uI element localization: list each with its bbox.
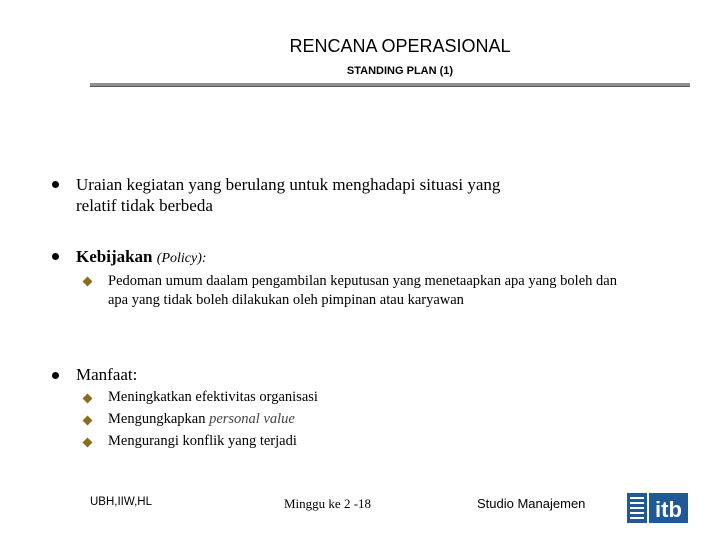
bullet-3-sub-3: Mengurangi konflik yang terjadi (108, 433, 297, 449)
bullet-2-sub-1: Pedoman umum daalam pengambilan keputusan yang menetaapkan apa yang boleh dan apa yang tidak boleh dilakukan oleh pimpinan atau karyawan (108, 273, 617, 308)
footer-authors: UBH,IIW,HL (90, 496, 152, 508)
diamond-bullet-icon (83, 416, 93, 426)
bullet-dot-icon (52, 372, 59, 379)
diamond-bullet-icon (83, 277, 93, 287)
diamond-bullet-icon (83, 438, 93, 448)
bullet-3-sub-2-text: Mengungkapkan (108, 411, 206, 427)
bullet-3-sub-2-emphasis: personal value (209, 411, 295, 427)
bullet-2-note: (Policy): (156, 251, 207, 266)
title-divider (90, 83, 690, 87)
bullet-dot-icon (52, 253, 59, 260)
itb-logo-icon (626, 491, 689, 527)
slide-title: RENCANA OPERASIONAL (289, 36, 511, 56)
slide-subtitle: STANDING PLAN (1) (346, 65, 454, 77)
bullet-3-sub-2 (108, 410, 295, 429)
bullet-2-label: Kebijakan (76, 247, 153, 266)
bullet-1-line-1: Uraian kegiatan yang berulang untuk menghadapi situasi yang (76, 175, 501, 194)
svg-text:itb: itb (655, 497, 682, 522)
bullet-3-sub-1: Meningkatkan efektivitas organisasi (108, 389, 318, 405)
footer-studio: Studio Manajemen (477, 496, 586, 511)
bullet-1-line-2: relatif tidak berbeda (76, 196, 213, 215)
bullet-2-line (76, 246, 207, 269)
bullet-dot-icon (52, 181, 59, 188)
diamond-bullet-icon (83, 394, 93, 404)
bullet-3-label: Manfaat: (76, 365, 138, 384)
footer-week: Minggu ke 2 -18 (284, 496, 372, 511)
